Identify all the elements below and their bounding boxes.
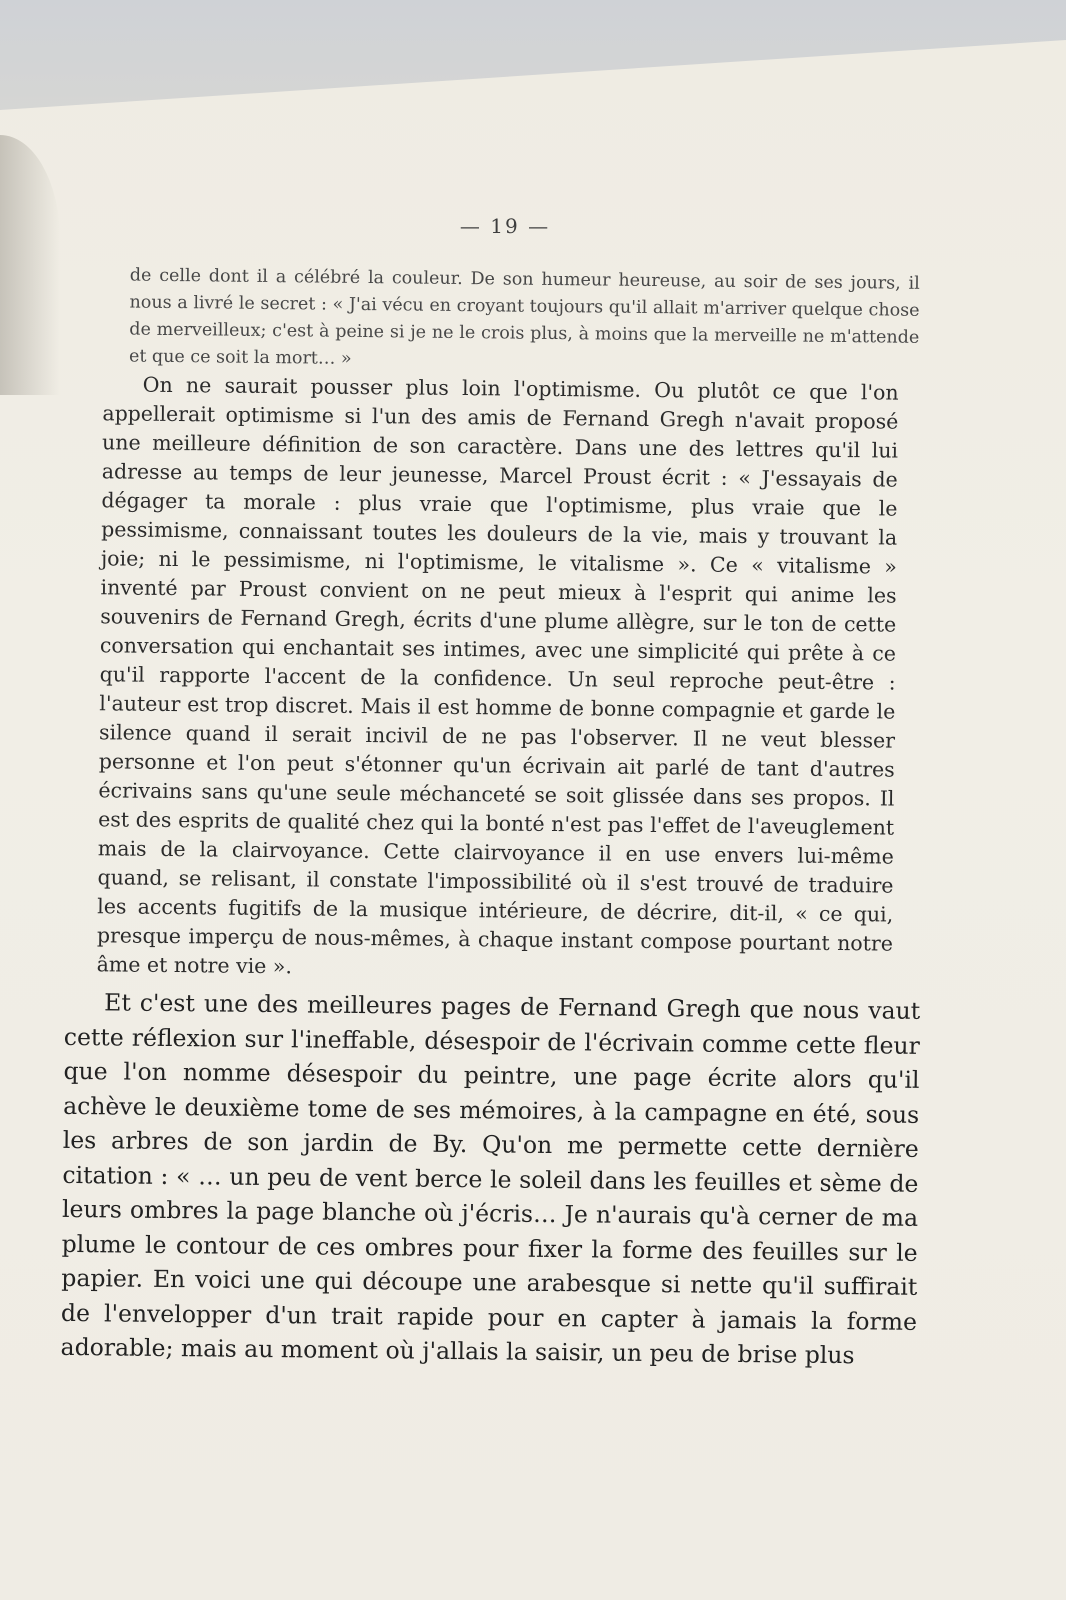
- page-curl-shadow: [0, 135, 60, 395]
- page-number: — 19 —: [459, 214, 551, 238]
- paragraph-2: On ne saurait pousser plus loin l'optimisme. Ou plutôt ce que l'on appellerait optimisme si l'un des amis de Fernand Gregh n'avait proposé une meilleure définition de son caractère. Dans une des lettres qu'il lui adresse au temps de leur jeunesse, Marcel Proust écrit : « J'essayais de dégager ta morale : plus vraie que l'optimisme, plus vraie que le pessimisme, connaissant toutes les douleurs de la vie, mais y trouvant la joie; ni le pessimisme, ni l'optimisme, le vitalisme ». Ce « vitalisme » inventé par Proust convient on ne peut mieux à l'esprit qui anime les souvenirs de Fernand Gregh, écrits d'une plume allègre, sur le ton de cette conversation qui enchantait ses intimes, avec une simplicité qui prête à ce qu'il rapporte l'accent de la confidence. Un seul reproche peut-être : l'auteur est trop discret. Mais il est homme de bonne compagnie et garde le silence quand il serait incivil de ne pas l'observer. Il ne veut blesser personne et l'on peut s'étonner qu'un écrivain ait parlé de tant d'autres écrivains sans qu'une seule méchanceté se soit glissée dans ses propos. Il est des esprits de qualité chez qui la bonté n'est pas l'effet de l'aveuglement mais de la clairvoyance. Cette clairvoyance il en use envers lui-même quand, se relisant, il constate l'impossibilité où il s'est trouvé de traduire les accents fugitifs de la musique intérieure, de décrire, dit-il, « ce qui, presque imperçu de nous-mêmes, à chaque instant compose pourtant notre âme et notre vie ».: [96, 372, 899, 979]
- paragraph-1: de celle dont il a célébré la couleur. De son humeur heureuse, au soir de ses jours, il nous a livré le secret : « J'ai vécu en croyant toujours qu'il allait m'arriver quelque chose de merveilleux; c'est à peine si je ne le crois plus, à moins que la merveille ne m'attende et que ce soit la mort… »: [128, 265, 920, 369]
- paragraph-3: Et c'est une des meilleures pages de Fernand Gregh que nous vaut cette réflexion sur l'ineffable, désespoir de l'écrivain comme cette fleur que l'on nomme désespoir du peintre, une page écrite alors qu'il achève le deuxième tome de ses mémoires, à la campagne en été, sous les arbres de son jardin de By. Qu'on me permette cette dernière citation : « … un peu de vent berce le soleil dans les feuilles et sème de leurs ombres la page blanche où j'écris… Je n'aurais qu'à cerner de ma plume le contour de ces ombres pour fixer la forme des feuilles sur le papier. En voici une qui découpe une arabesque si nette qu'il suffirait de l'envelopper d'un trait rapide pour en capter à jamais la forme adorable; mais au moment où j'allais la saisir, un peu de brise plus: [60, 988, 921, 1370]
- page-body: [60, 262, 921, 1373]
